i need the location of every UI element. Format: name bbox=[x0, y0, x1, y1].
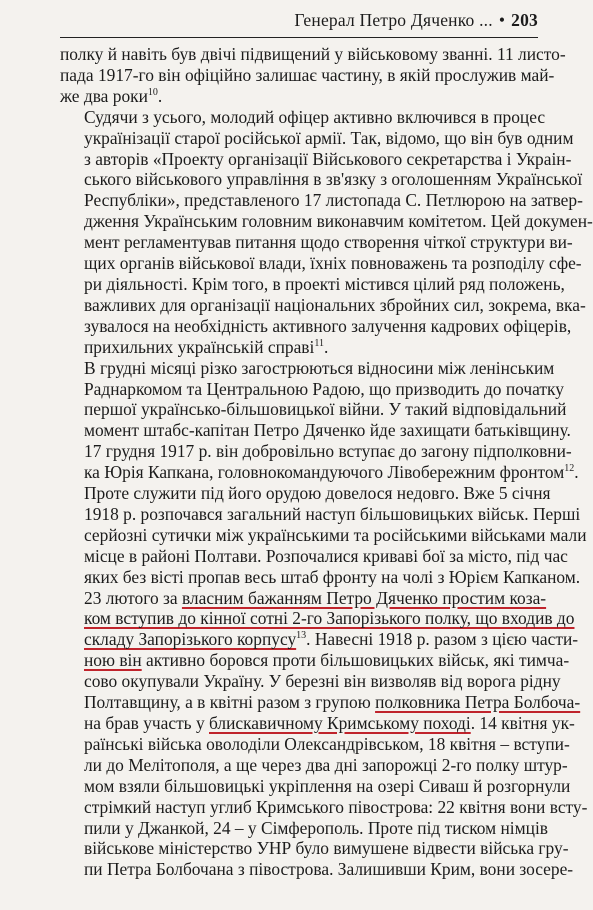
text-line: 17 грудня 1917 р. він добровільно вступає до загону підполковни- bbox=[84, 441, 572, 462]
text-line bbox=[60, 86, 544, 107]
text-line: пада 1917-го він офіційно залишає частину, в якій прослужив май- bbox=[60, 64, 555, 85]
paragraph-2 bbox=[60, 106, 593, 358]
text-run: прихильних українській справі bbox=[84, 336, 315, 357]
text-line: щих органів військової влади, їхніх повноважень та розподілу сфе- bbox=[84, 253, 582, 274]
text-run: ка Юрія Капкана, головнокомандуючого Лівобережним фронтом bbox=[84, 462, 565, 483]
text-line: пили у Джанкой, 24 – у Сімферополь. Проте під тиском німців bbox=[84, 817, 548, 838]
text-line: ри діяльності. Крім того, в проекті містився цілий ряд положень, bbox=[84, 273, 565, 294]
text-line: В грудні місяці різко загострюються відносини між ленінським bbox=[84, 357, 555, 378]
footnote-marker: 13 bbox=[296, 630, 307, 642]
header-bullet: • bbox=[498, 10, 506, 30]
highlighted-text: ком вступив до кінної сотні 2-го Запорізького полку, що входив до bbox=[84, 608, 575, 629]
paragraph-1 bbox=[60, 44, 566, 107]
text-line: дження Українським головним виконавчим комітетом. Цей докумен- bbox=[84, 211, 593, 232]
text-run: Полтавщину, а в квітні разом з групою bbox=[84, 692, 376, 713]
text-run: . bbox=[574, 462, 579, 483]
text-line: серйозні сутички між українськими та російськими військами мали bbox=[84, 524, 587, 545]
text-line: сово окупували Україну. У березні він визволяв від ворога рідну bbox=[84, 671, 561, 692]
text-line bbox=[60, 629, 579, 650]
paragraph-4 bbox=[60, 587, 588, 881]
text-line: пи Петра Болбочана з півострова. Залишивши Крим, вони зосере- bbox=[84, 859, 574, 880]
text-line: 1918 р. розпочався загальний наступ більшовицьких військ. Перші bbox=[84, 503, 581, 524]
text-run: 23 лютого за bbox=[84, 587, 182, 608]
text-line bbox=[60, 608, 575, 629]
highlighted-text: складу Запорізького корпусу bbox=[84, 629, 297, 650]
paragraph-3 bbox=[60, 357, 587, 588]
highlighted-text: ною він bbox=[84, 650, 142, 671]
text-line: Раднаркомом та Центральною Радою, що призводить до початку bbox=[84, 378, 564, 399]
text-line: полку й навіть був двічі підвищений у військовому званні. 11 листо- bbox=[60, 44, 566, 64]
text-line: військове міністерство УНР було вимушене відвести війська гру- bbox=[84, 838, 569, 859]
text-line: стрімкий наступ углиб Кримського півострова: 22 квітня вони всту- bbox=[84, 796, 588, 817]
text-line: раїнські війська оволоділи Олександрівськом, 18 квітня – вступи- bbox=[84, 733, 570, 754]
text-line: ського військового управління в зв'язку з оголошенням Української bbox=[84, 169, 583, 190]
text-run: . 14 квітня ук- bbox=[470, 713, 575, 733]
text-line bbox=[60, 337, 544, 358]
text-line bbox=[60, 462, 579, 483]
text-line bbox=[60, 692, 581, 713]
text-line: важливих для організації національних збройних сил, зокрема, вка- bbox=[84, 294, 586, 315]
text-line bbox=[60, 587, 547, 609]
text-line: ли до Мелітополя, а ще через два дні запорожці 2-го полку штур- bbox=[84, 754, 568, 775]
highlighted-text: полковника Петра Болбоча- bbox=[375, 692, 581, 713]
highlighted-text: блискавичному Кримському поході bbox=[209, 713, 471, 733]
text-line: яких без вісті пропав весь штаб фронту на чолі з Юрієм Капканом. bbox=[84, 566, 581, 587]
text-line: Проте служити під його орудою довелося недовго. Вже 5 січня bbox=[84, 483, 551, 504]
page-number: 203 bbox=[511, 10, 538, 30]
footnote-marker: 10 bbox=[147, 87, 158, 99]
text-line: з авторів «Проекту організації Військового секретарства і Украін- bbox=[84, 148, 572, 169]
text-line: першої українсько-більшовицької війни. У такий відповідальний bbox=[84, 399, 567, 420]
text-run: же два роки bbox=[60, 85, 148, 106]
text-run: на брав участь у bbox=[84, 713, 209, 733]
running-header bbox=[60, 10, 538, 36]
text-run: . Навесні 1918 р. разом з цією части- bbox=[306, 629, 579, 650]
header-rule bbox=[60, 37, 538, 38]
text-run: активно боровся проти більшовицьких військ, які тимча- bbox=[141, 650, 570, 671]
text-run: . bbox=[323, 336, 329, 357]
text-line: зувалося на необхідність активного залучення кадрових офіцерів, bbox=[84, 315, 572, 336]
text-line: мент регламентував питання щодо створення чіткої структури ви- bbox=[84, 232, 573, 253]
text-line: Республіки», представленого 17 листопада С. Петлюрою на затвер- bbox=[84, 190, 583, 211]
highlighted-text: власним бажанням Петро Дяченко простим коза- bbox=[181, 587, 547, 608]
running-title: Генерал Петро Дяченко ... bbox=[294, 10, 493, 30]
footnote-marker: 12 bbox=[564, 463, 575, 475]
text-line: українізації старої російської армії. Так, відомо, що він був одним bbox=[84, 127, 574, 148]
text-line bbox=[60, 650, 570, 671]
text-run: . bbox=[157, 85, 163, 106]
text-line bbox=[60, 713, 575, 734]
text-line: Судячи з усього, молодий офіцер активно включився в процес bbox=[84, 106, 546, 127]
footnote-marker: 11 bbox=[314, 337, 324, 349]
body-text bbox=[60, 44, 593, 880]
text-line: місце в районі Полтави. Розпочалися криваві бої за місто, під час bbox=[84, 545, 568, 566]
text-line: мом взяли більшовицькі укріплення на озері Сиваш й розгорнули bbox=[84, 775, 571, 796]
text-line: момент штабс-капітан Петро Дяченко йде захищати батьківщину. bbox=[84, 420, 571, 441]
